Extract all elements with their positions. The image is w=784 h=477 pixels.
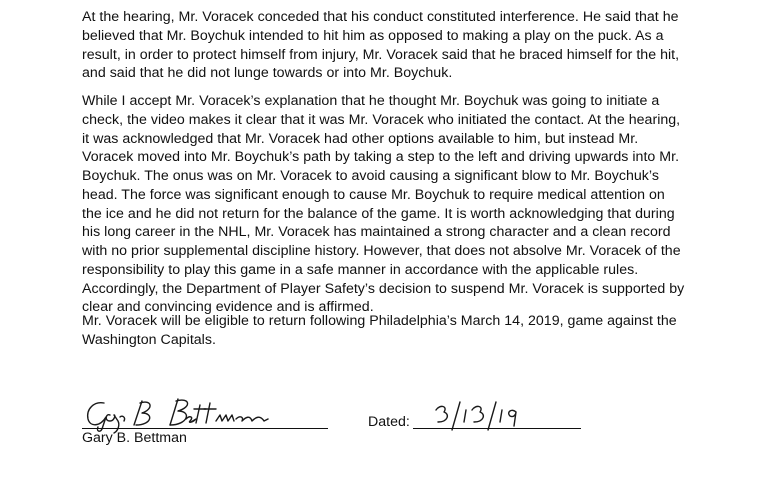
dated-label: Dated:	[368, 414, 410, 430]
signer-name: Gary B. Bettman	[82, 430, 187, 446]
body-paragraph-hearing: At the hearing, Mr. Voracek conceded that his conduct constituted interference. He said that he believed that Mr. Boychuk intended to hit him as opposed to making a play on the puck. As a result, in order to protect himself from injury, Mr. Voracek said that he braced himself for the hit, and said that he did not lunge towards or into Mr. Boychuk.	[82, 9, 680, 82]
body-paragraph-decision: While I accept Mr. Voracek’s explanation that he thought Mr. Boychuk was going to initiate a check, the video makes it clear that it was Mr. Voracek who initiated the contact. At the hearing, it was acknowledged that Mr. Voracek had other options available to him, but instead Mr. Voracek moved into Mr. Boychuk’s path by taking a step to the left and driving upwards into Mr. Boychuk. The onus was on Mr. Voracek to avoid causing a significant blow to Mr. Boychuk’s head. The force was significant enough to cause Mr. Boychuk to require medical attention on the ice and he did not return for the balance of the game. It is worth acknowledging that during his long career in the NHL, Mr. Voracek has maintained a strong character and a clean record with no prior supplemental discipline history. However, that does not absolve Mr. Voracek of the responsibility to play this game in a safe manner in accordance with the applicable rules. Accordingly, the Department of Player Safety’s decision to suspend Mr. Voracek is supported by clear and convincing evidence and is affirmed.	[82, 93, 685, 316]
date-line	[413, 428, 581, 429]
body-paragraph-eligibility: Mr. Voracek will be eligible to return following Philadelphia’s March 14, 2019, game against the Washington Capitals.	[82, 313, 677, 348]
